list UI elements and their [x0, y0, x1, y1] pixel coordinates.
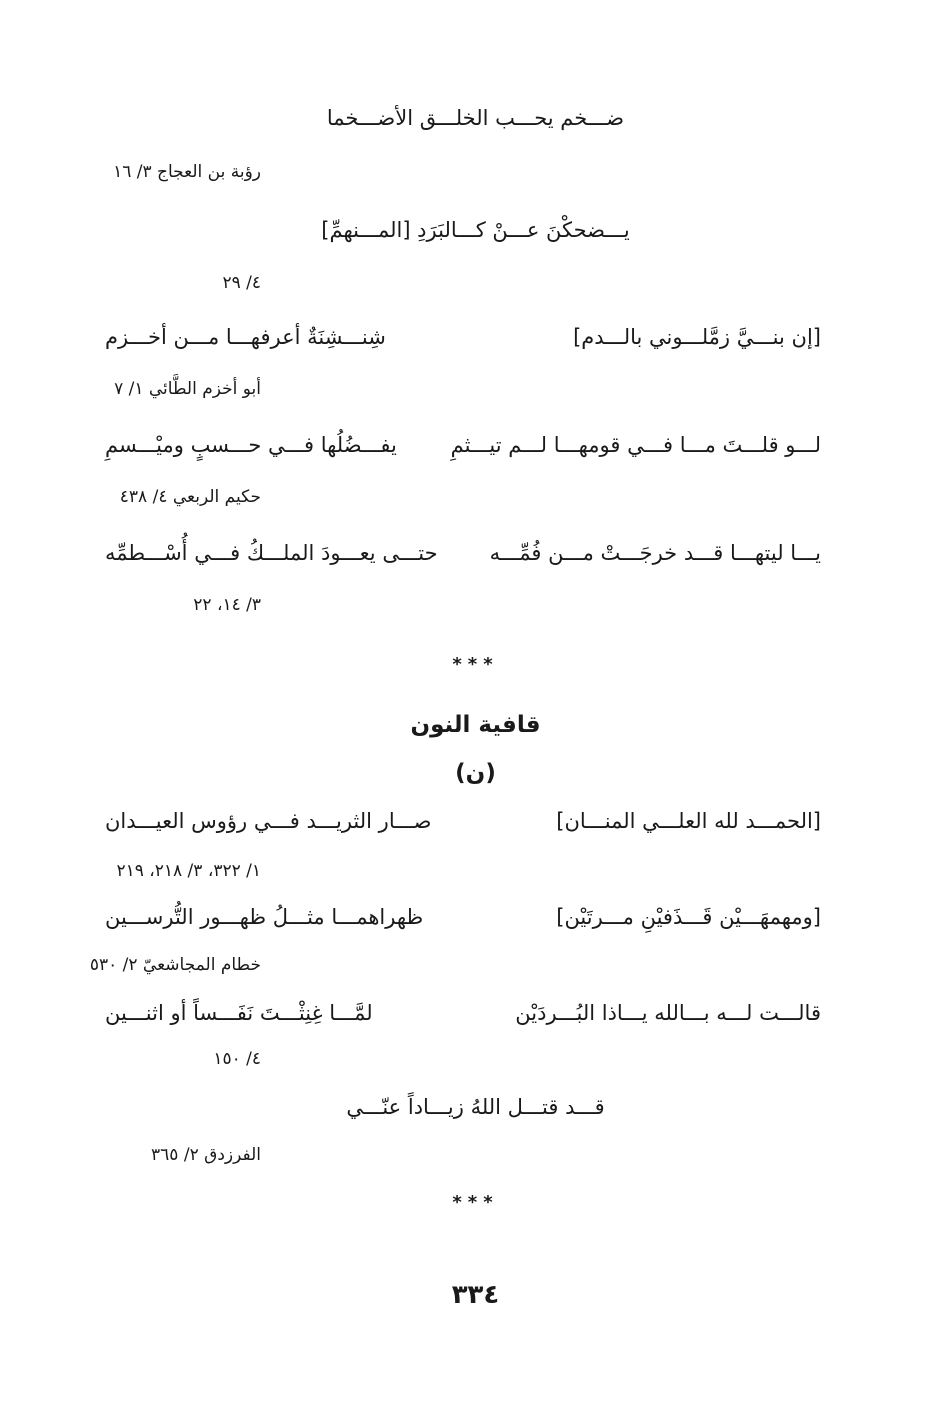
verse-6-first-hemistich: [الحمـــد لله العلـــي المنـــان] — [556, 809, 821, 833]
verse-8-second-hemistich: لمَّـــا غِنِثْـــتَ نَفَـــساً أو اثنـــين — [105, 1001, 373, 1025]
verse-5-second-hemistich: حتـــى يعـــودَ الملـــكُ فـــي أُسْـــطمِّه — [105, 541, 438, 565]
verse-5-first-hemistich: يـــا ليتهـــا قـــد خرجَـــتْ مـــن فُمِّـــه — [489, 541, 821, 565]
verse-line-1: ضـــخم يحـــب الخلـــق الأضـــخما — [326, 106, 625, 130]
reference-2: ٤/ ٢٩ — [222, 273, 261, 293]
reference-8: ٤/ ١٥٠ — [213, 1049, 261, 1069]
attribution-7: خطام المجاشعيّ ٢/ ٥٣٠ — [89, 955, 261, 975]
verse-4-second-hemistich: يفـــضُلُها فـــي حـــسبٍ وميْـــسمِ — [105, 433, 397, 457]
verse-7-second-hemistich: ظهراهمـــا مثـــلُ ظهـــور التُّرســـين — [105, 905, 424, 929]
section-separator-2: *** — [452, 1192, 499, 1213]
verse-3-first-hemistich: [إن بنـــيَّ زمَّلـــوني بالـــدم] — [573, 325, 821, 349]
verse-8-first-hemistich: قالـــت لـــه بـــالله يـــاذا البُـــردَيْن — [515, 1001, 821, 1025]
reference-6: ١/ ٣٢٢، ٣/ ٢١٨، ٢١٩ — [116, 861, 261, 881]
verse-6-second-hemistich: صـــار الثريـــد فـــي رؤوس العيـــدان — [105, 809, 432, 833]
section-heading: قافية النون — [410, 712, 541, 738]
verse-3-second-hemistich: شِنـــشِنَةٌ أعرفهـــا مـــن أخـــزم — [105, 325, 386, 349]
attribution-4: حكيم الربعي ٤/ ٤٣٨ — [119, 487, 261, 507]
verse-4-first-hemistich: لـــو قلـــتَ مـــا فـــي قومهـــا لـــم تيـــثمِ — [450, 433, 821, 457]
section-subheading: (ن) — [455, 760, 496, 786]
page-number: ٣٣٤ — [451, 1280, 500, 1310]
attribution-1: رؤبة بن العجاج ٣/ ١٦ — [113, 162, 261, 182]
attribution-3: أبو أخزم الطَّائي ١/ ٧ — [114, 379, 261, 399]
attribution-9: الفرزدق ٢/ ٣٦٥ — [151, 1145, 261, 1165]
reference-5: ٣/ ١٤، ٢٢ — [193, 595, 261, 615]
verse-7-first-hemistich: [ومهمهَـــيْن قَـــذَفيْنِ مـــرتَيْن] — [556, 905, 821, 929]
section-separator-1: *** — [452, 654, 499, 675]
verse-line-2: يـــضحكْنَ عـــنْ كـــالبَرَدِ [المـــنهمِّ] — [321, 218, 630, 242]
verse-line-9: قـــد قتـــل اللهُ زيـــاداً عنّـــي — [346, 1095, 605, 1119]
